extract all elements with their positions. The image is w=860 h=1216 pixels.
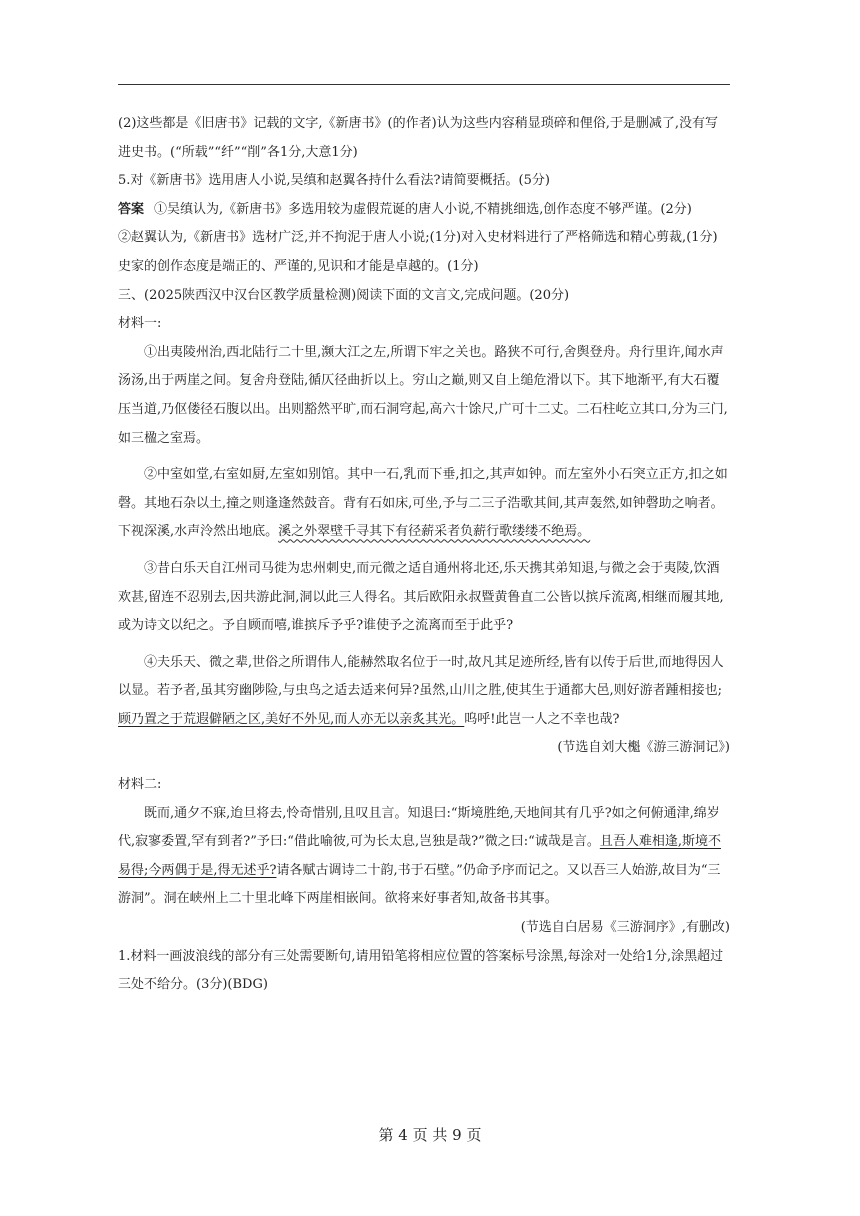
material-2-paragraph-1 [118, 800, 730, 914]
material-1-paragraph-2-text: ②中室如堂,右室如厨,左室如别馆。其中一石,乳而下垂,扣之,其声如钟。而左室外小石突立正方,扣之如磬。其地石杂以土,撞之则逢逢然鼓音。背有石如床,可坐,予与二三子浩歌其间,其声轰然,如钟磬助之响者。下视深溪,水声泠然出地底。 [118, 467, 728, 540]
answer-5-text-1: ①吴缜认为,《新唐书》多选用较为虚假荒诞的唐人小说,不精挑细选,创作态度不够严谨。(2分) [154, 201, 692, 217]
material-2-text-b: 请各赋古调诗二十韵,书于石壁。”仍命予序而记之。又以吾三人始游,故目为“三游洞”。洞在峡州上二十里北峰下两崖相嵌间。欲将来好事者知,故备书其事。 [118, 862, 721, 907]
answer-5-part-2: ②赵翼认为,《新唐书》选材广泛,并不拘泥于唐人小说;(1分)对入史材料进行了严格筛选和精心剪裁,(1分)史家的创作态度是端正的、严谨的,见识和才能是卓越的。(1分) [118, 230, 718, 274]
material-1-paragraph-3: ③昔白乐天自江州司马徙为忠州刺史,而元微之适自通州将北还,乐天携其弟知退,与微之会于夷陵,饮酒欢甚,留连不忍别去,因共游此洞,洞以此三人得名。其后欧阳永叔暨黄鲁直二公皆以摈斥流离,相继而履其地,或为诗文以纪之。予自顾而嘻,谁摈斥予乎?谁使予之流离而至于此乎? [118, 560, 724, 634]
question-1: 1.材料一画波浪线的部分有三处需要断句,请用铅笔将相应位置的答案标号涂黑,每涂对一处给1分,涂黑超过三处不给分。(3分)(BDG) [118, 948, 724, 993]
underlined-sentence-2: 且吾人难相逢,斯境不易得;今两偶于是,得无述乎? [118, 834, 721, 878]
material-1-paragraph-2 [118, 461, 730, 547]
material-1-source: (节选自刘大櫆《游三游洞记》) [557, 740, 730, 756]
page-content [118, 110, 730, 1000]
answer-5-part-1 [118, 196, 730, 225]
material-2-text-a: 既而,通夕不寐,迨旦将去,怜奇惜别,且叹且言。知退曰:“斯境胜绝,天地间其有几乎?如之何俯通津,绵岁代,寂寥委置,罕有到者?”予曰:“借此喻彼,可为长太息,岂独是哉?”微之曰:“诚哉是言。 [118, 805, 720, 850]
material-1-paragraph-1: ①出夷陵州治,西北陆行二十里,濒大江之左,所谓下牢之关也。路狭不可行,舍舆登舟。舟行里许,闻水声汤汤,出于两崖之间。复舍舟登陆,循仄径曲折以上。穷山之巅,则又自上缒危滑以下。其下地渐平,有大石覆压当道,乃伛偻径石腹以出。出则豁然平旷,而石洞穹起,高六十馀尺,广可十二丈。二石柱屹立其口,分为三门,如三楹之室焉。 [118, 344, 728, 446]
header-rule [118, 84, 730, 85]
material-1-paragraph-4-end: 呜呼!此岂一人之不幸也哉? [464, 711, 620, 727]
material-1-paragraph-4-text: ④夫乐天、微之辈,世俗之所谓伟人,能赫然取名位于一时,故凡其足迹所经,皆有以传于后世,而地得因人以显。若予者,虽其穷幽陟险,与虫鸟之适去适来何异?虽然,山川之胜,使其生于通都大邑,则好游者踵相接也; [118, 654, 724, 699]
wavy-underlined-passage: 溪之外翠壁千寻其下有径薪采者负薪行歌缕缕不绝焉。 [278, 524, 591, 540]
section-3-heading: 三、(2025陕西汉中汉台区教学质量检测)阅读下面的文言文,完成问题。(20分) [118, 287, 570, 303]
answer-label: 答案 [118, 201, 145, 217]
underlined-sentence-1: 顾乃置之于荒遐僻陋之区,美好不外见,而人亦无以亲炙其光。 [118, 711, 465, 727]
material-2-source: (节选自白居易《三游洞序》,有删改) [520, 920, 730, 936]
material-2-label: 材料二: [118, 777, 162, 793]
material-1-paragraph-4 [118, 649, 730, 735]
page-footer: 第 4 页 共 9 页 [378, 1126, 482, 1144]
material-1-label: 材料一: [118, 316, 162, 332]
translation-answer-2: (2)这些都是《旧唐书》记载的文字,《新唐书》(的作者)认为这些内容稍显琐碎和俚俗,于是删减了,没有写进史书。(“所载”“纤”“削”各1分,大意1分) [118, 116, 718, 160]
question-5: 5.对《新唐书》选用唐人小说,吴缜和赵翼各持什么看法?请简要概括。(5分) [118, 173, 550, 189]
